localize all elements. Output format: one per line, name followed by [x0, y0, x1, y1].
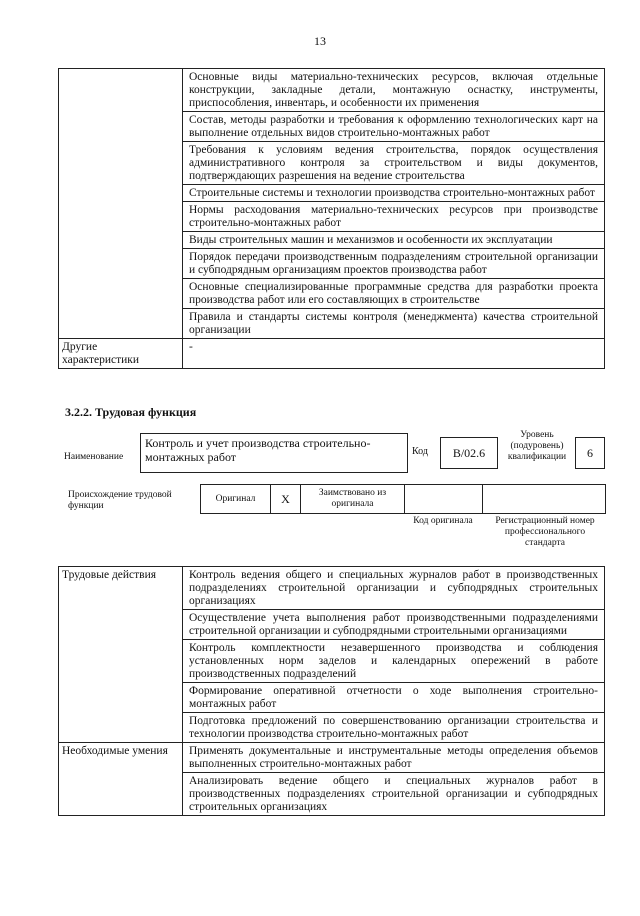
origin-code-caption: Код оригинала [413, 516, 473, 526]
code-label: Код [412, 446, 428, 457]
table-row [59, 567, 605, 610]
skill-item: Применять документальные и инструментальные методы определения объемов выполненных строительно-монтажных работ [183, 743, 605, 773]
section-heading: 3.2.2. Трудовая функция [65, 405, 197, 419]
origin-label: Происхождение трудовой функции [68, 490, 172, 511]
labor-action-item: Подготовка предложений по совершенствованию организации строительства и технологии производства строительно-монтажных работ [183, 713, 605, 743]
knowledge-item: Нормы расходования материально-технических ресурсов при производстве строительно-монтажных работ [183, 202, 605, 232]
page-number: 13 [314, 34, 326, 48]
qualification-level-box: 6 [575, 437, 605, 469]
original-label: Оригинал [201, 485, 271, 513]
labor-action-item: Контроль ведения общего и специальных журналов работ в производственных подразделениях строительной организации и субподрядных строительных организациях [183, 567, 605, 610]
name-label: Наименование [64, 452, 124, 462]
table-label-cell-empty [59, 69, 183, 339]
other-characteristics-value: - [183, 339, 605, 369]
knowledge-item: Требования к условиям ведения строительства, порядок осуществления административного контроля за строительством и виды документов, подтверждающих разрешения на ведение строительства [183, 142, 605, 185]
knowledge-table [58, 68, 605, 369]
knowledge-item: Основные виды материально-технических ресурсов, включая отдельные конструкции, закладные детали, монтажную оснастку, инструменты, приспособления, инвентарь, и особенности их применения [183, 69, 605, 112]
origin-row [200, 484, 606, 514]
knowledge-item: Правила и стандарты системы контроля (менеджмента) качества строительной организации [183, 309, 605, 339]
knowledge-item: Виды строительных машин и механизмов и особенности их эксплуатации [183, 232, 605, 249]
actions-skills-table [58, 566, 605, 816]
original-mark: X [271, 485, 301, 513]
table-row [59, 339, 605, 369]
labor-action-item: Осуществление учета выполнения работ производственными подразделениями строительной организации и субподрядными строительными организациями [183, 610, 605, 640]
labor-action-item: Контроль комплектности незавершенного производства и соблюдения установленных норм заделов и календарных опережений в работе производственных подразделений [183, 640, 605, 683]
labor-actions-label: Трудовые действия [59, 567, 183, 743]
registration-number-caption: Регистрационный номер профессионального стандарта [495, 516, 595, 548]
function-code-box: B/02.6 [440, 437, 498, 469]
skill-item: Анализировать ведение общего и специальных журналов работ в производственных подразделениях строительной организации и субподрядных строительных организациях [183, 773, 605, 816]
knowledge-item: Основные специализированные программные средства для разработки проекта производства работ или его составляющих в строительстве [183, 279, 605, 309]
knowledge-item: Порядок передачи производственным подразделениям строительной организации и субподрядным организациям проектов производства работ [183, 249, 605, 279]
origin-code-cell [405, 485, 483, 513]
required-skills-label: Необходимые умения [59, 743, 183, 816]
qualification-level-label: Уровень (подуровень) квалификации [507, 430, 567, 462]
borrowed-label: Заимствовано из оригинала [301, 485, 405, 513]
knowledge-item: Строительные системы и технологии производства строительно-монтажных работ [183, 185, 605, 202]
labor-action-item: Формирование оперативной отчетности о ходе выполнения строительно-монтажных работ [183, 683, 605, 713]
knowledge-item: Состав, методы разработки и требования к оформлению технологических карт на выполнение отдельных видов строительно-монтажных работ [183, 112, 605, 142]
registration-number-cell [483, 485, 605, 513]
function-name-box: Контроль и учет производства строительно-монтажных работ [140, 433, 408, 473]
other-characteristics-label: Другие характеристики [59, 339, 183, 369]
table-row [59, 743, 605, 773]
table-row [59, 69, 605, 112]
